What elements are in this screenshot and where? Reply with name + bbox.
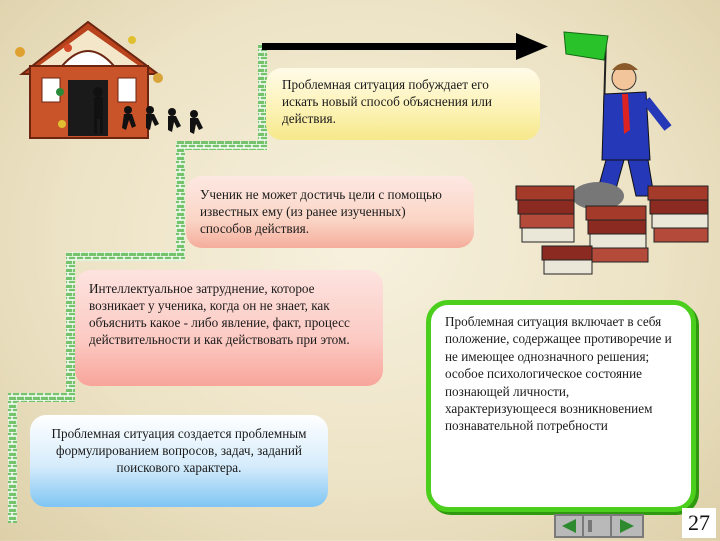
stack-of-books-icon bbox=[516, 182, 708, 274]
home-icon bbox=[584, 516, 612, 536]
page-number: 27 bbox=[682, 508, 716, 538]
man-with-flag-icon bbox=[564, 32, 668, 196]
next-slide-button[interactable] bbox=[610, 514, 644, 538]
text-block-bottom: Проблемная ситуация создается проблемным формулированием вопросов, задач, заданий поискового характера. bbox=[30, 415, 328, 507]
triangle-left-icon bbox=[556, 516, 584, 536]
text-block-top: Проблемная ситуация побуждает его искать новый способ объяснения или действия. bbox=[266, 68, 540, 140]
triangle-right-icon bbox=[612, 516, 642, 536]
text-block-third: Интеллектуальное затруднение, которое возникает у ученика, когда он не знает, как объяснить какое - либо явление, факт, процесс действительности и как действовать при этом. bbox=[75, 270, 383, 386]
text-block-second: Ученик не может достичь цели с помощью известных ему (из ранее изученных) способов действия. bbox=[186, 176, 474, 248]
definition-block: Проблемная ситуация включает в себя положение, содержащее противоречие и не имеющее однозначного решения; особое психологическое состояние познающей личности, характеризующееся возникновением познавательной потребности bbox=[426, 300, 696, 512]
arrow-right-icon bbox=[262, 33, 548, 60]
school-house-icon bbox=[15, 22, 203, 138]
